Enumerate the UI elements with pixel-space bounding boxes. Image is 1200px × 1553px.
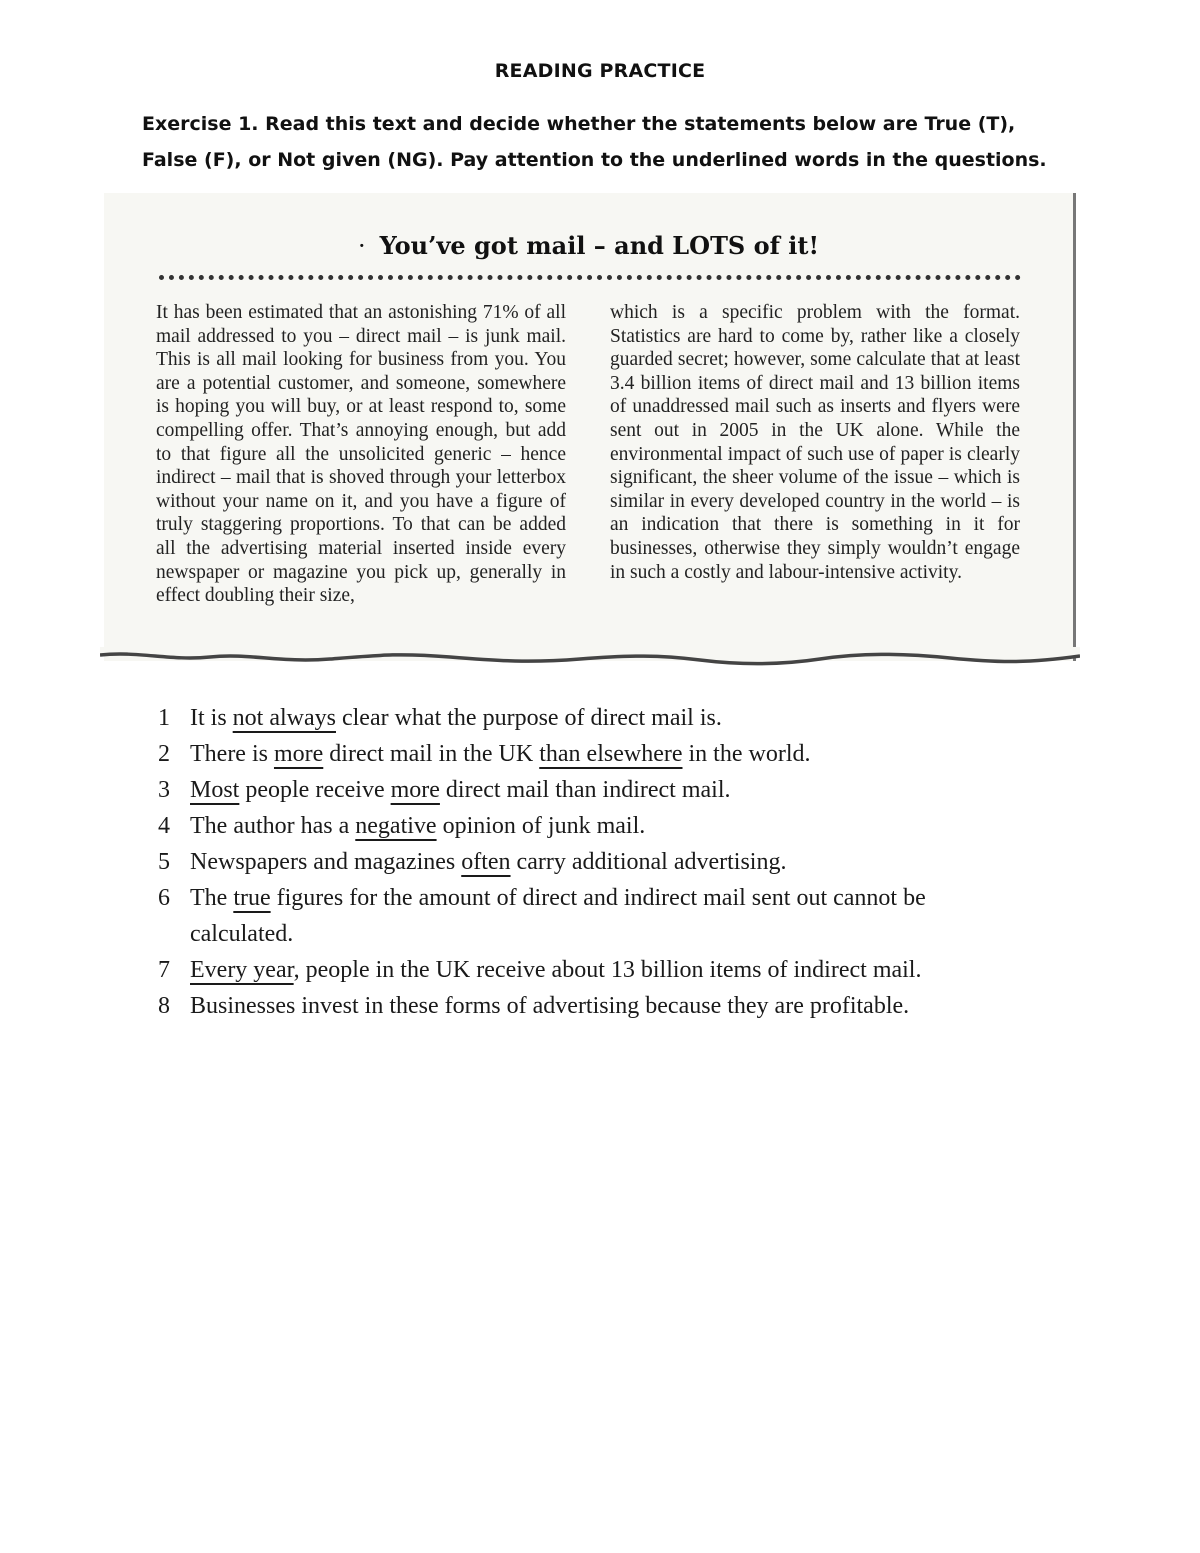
- underlined-keyword: not always: [232, 705, 336, 731]
- statement-number: 3: [158, 777, 170, 803]
- statement-number: 2: [158, 741, 170, 767]
- statement-number: 5: [158, 849, 170, 875]
- statement-item: [158, 772, 1018, 808]
- page-title: READING PRACTICE: [494, 60, 706, 82]
- statement-text: Businesses invest in these forms of advertising because they are profitable.: [190, 993, 910, 1019]
- statement-text: direct mail than indirect mail.: [439, 777, 731, 803]
- underlined-keyword: negative: [355, 813, 437, 839]
- article-column-right: which is a specific problem with the format. Statistics are hard to come by, rather like a closely guarded secret; however, some calculate that at least 3.4 billion items of direct mail and 13 billion items of unaddressed mail such as inserts and flyers were sent out in 2005 in the UK alone. While the environmental impact of such use of paper is clearly significant, the sheer volume of the issue – which is similar in every developed country in the world – is an indication that there is something in it for businesses, otherwise they simply wouldn’t engage in such a costly and labour-intensive activity.: [610, 302, 1020, 583]
- statement-number: 6: [158, 885, 170, 911]
- article-clipping: [104, 193, 1076, 661]
- statement-text: The: [190, 885, 234, 911]
- underlined-keyword: Every year: [190, 957, 294, 983]
- statement-list: [158, 700, 1018, 1024]
- underlined-keyword: than elsewhere: [539, 741, 683, 767]
- statement-number: 4: [158, 813, 170, 839]
- dotted-divider: [159, 275, 1021, 280]
- statement-number: 1: [158, 705, 170, 731]
- article-title-text: You’ve got mail – and LOTS of it!: [379, 231, 820, 260]
- statement-text: The author has a: [190, 813, 356, 839]
- statement-item: [158, 808, 1018, 844]
- statement-text: figures for the amount of direct and indirect mail sent out cannot be calculated.: [190, 885, 926, 947]
- statement-number: 7: [158, 957, 170, 983]
- statement-text: people receive: [239, 777, 391, 803]
- statement-text: There is: [190, 741, 274, 767]
- statement-item: [158, 700, 1018, 736]
- statement-item: [158, 736, 1018, 772]
- torn-paper-edge: [100, 647, 1080, 675]
- underlined-keyword: true: [233, 885, 271, 911]
- statement-text: in the world.: [682, 741, 811, 767]
- title-bullet-icon: ·: [357, 232, 366, 260]
- statement-item: [158, 880, 1018, 952]
- statement-text: direct mail in the UK: [323, 741, 540, 767]
- statement-text: carry additional advertising.: [510, 849, 787, 875]
- article-title: [104, 231, 1073, 260]
- statement-text: Newspapers and magazines: [190, 849, 462, 875]
- statement-item: [158, 988, 1018, 1024]
- underlined-keyword: Most: [190, 777, 240, 803]
- statement-text: opinion of junk mail.: [436, 813, 646, 839]
- statement-text: , people in the UK receive about 13 billion items of indirect mail.: [293, 957, 922, 983]
- statement-item: [158, 844, 1018, 880]
- underlined-keyword: more: [390, 777, 440, 803]
- underlined-keyword: more: [273, 741, 324, 767]
- statement-item: [158, 952, 1018, 988]
- article-column-left: It has been estimated that an astonishing 71% of all mail addressed to you – direct mail – is junk mail. This is all mail looking for business from you. You are a potential customer, and someone, somewhere is hoping you will buy, or at least respond to, some compelling offer. That’s annoying enough, but add to that figure all the unsolicited generic – hence indirect – mail that is shoved through your letterbox without your name on it, and you have a figure of truly staggering proportions. To that can be added all the advertising material inserted inside every newspaper or magazine you pick up, generally in effect doubling their size,: [156, 302, 566, 607]
- statement-number: 8: [158, 993, 170, 1019]
- exercise-instructions: Exercise 1. Read this text and decide whether the statements below are True (T), False (F), or Not given (NG). Pay attention to the underlined words in the questions.: [142, 113, 1047, 171]
- underlined-keyword: often: [461, 849, 511, 875]
- statement-text: It is: [190, 705, 233, 731]
- statement-text: clear what the purpose of direct mail is.: [335, 705, 722, 731]
